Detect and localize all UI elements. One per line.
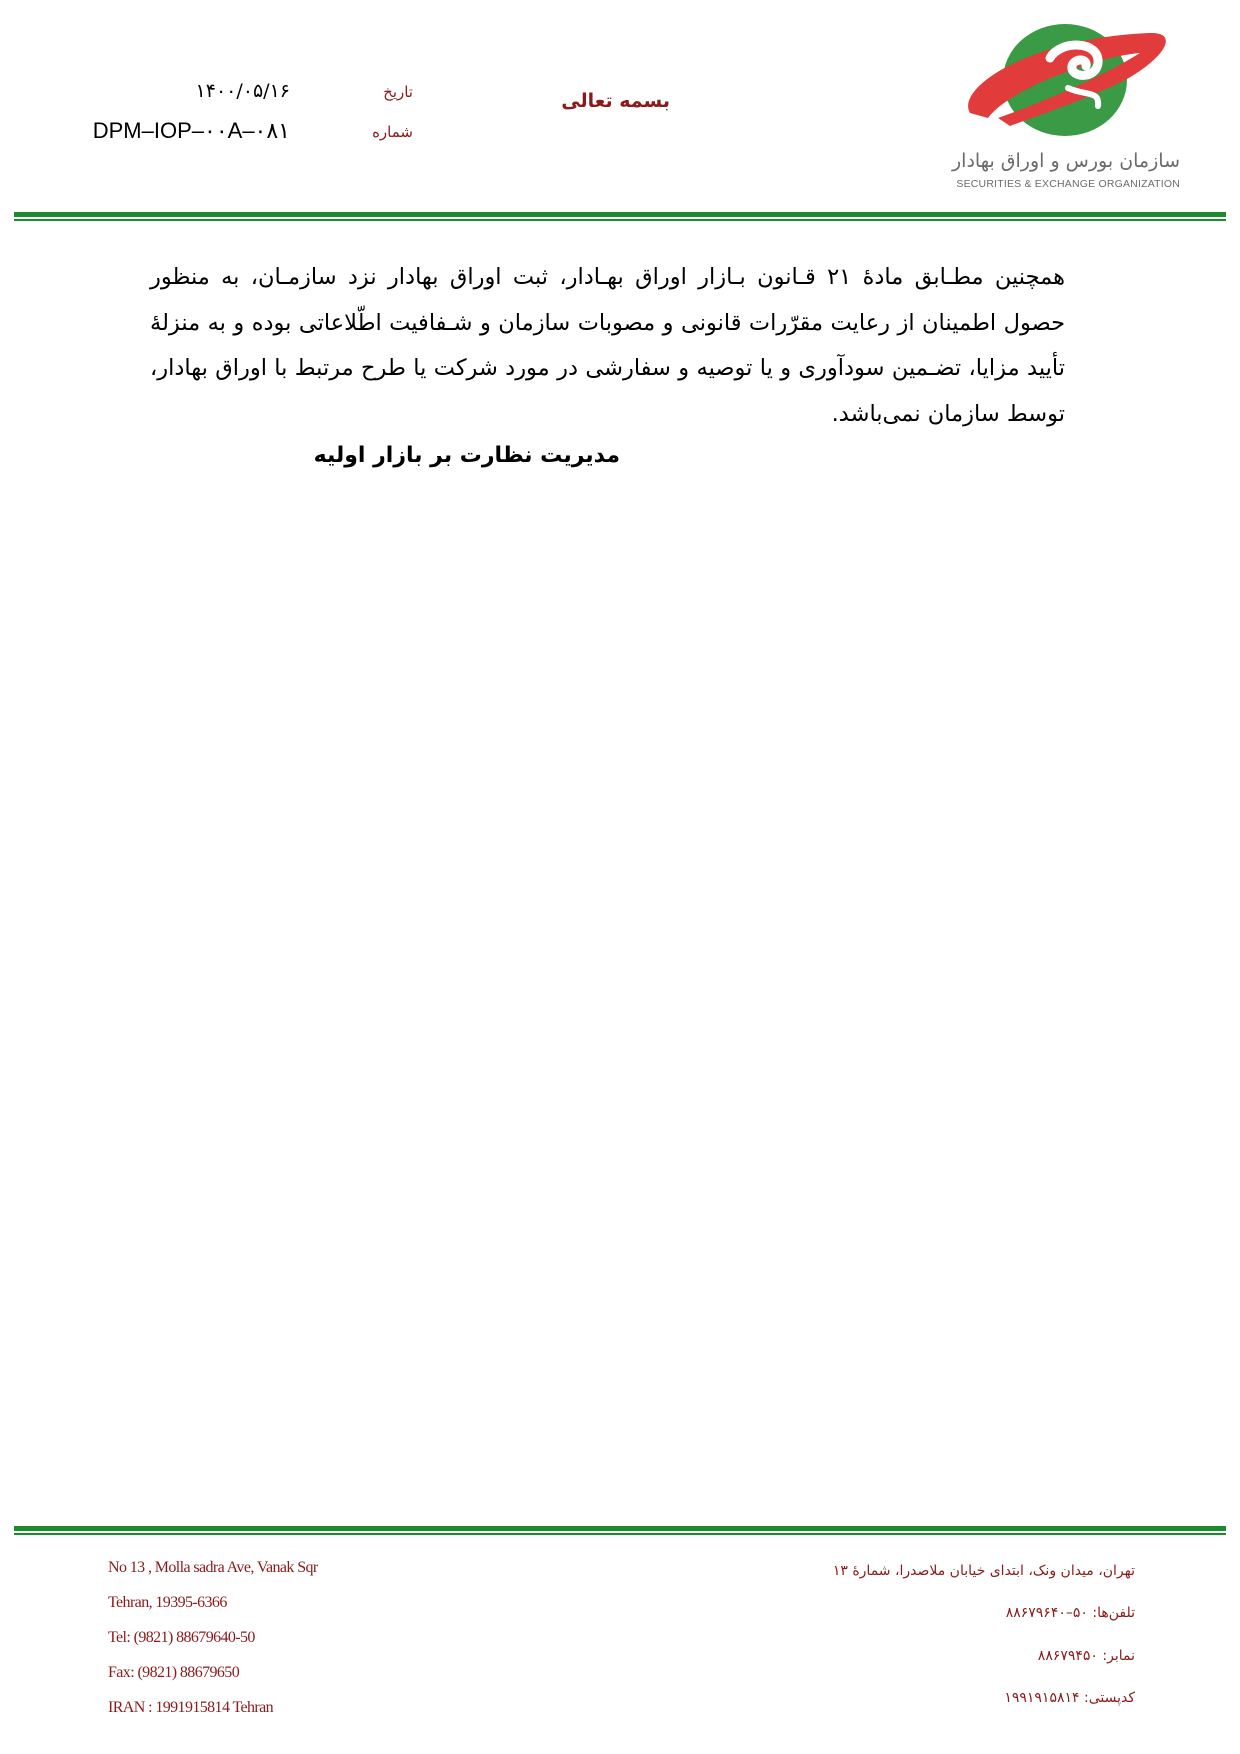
footer-city-en-line: Tehran, 19395-6366 (108, 1594, 227, 1611)
footer-tel-fa-line: تلفن‌ها: ۵۰–۸۸۶۷۹۶۴۰ (1005, 1605, 1135, 1621)
footer-address-fa-line: تهران، میدان ونک، ابتدای خیابان ملاصدرا، شمارۀ ۱۳ (832, 1563, 1135, 1579)
number-label: شماره (372, 123, 413, 141)
footer-fax-en-line: Fax: (9821) 88679650 (108, 1664, 240, 1681)
footer-divider (14, 1526, 1226, 1535)
date-label: تاریخ (383, 83, 413, 101)
body-paragraph: همچنین مطـابق مادۀ ۲۱ قـانون بـازار اوراق بهـادار، ثبت اوراق بهادار نزد سازمـان، به منظور حصول اطمینان از رعایت مقرّرات قانونی و مصوبات سازمان و شـفافیت اطّلاعاتی بوده و به منزلۀ تأیید مزایا، تضـمین سودآوری و یا توصیه و سفارشی در مورد شرکت یا طرح مرتبط با اوراق بهادار، توسط سازمان نمی‌باشد. (150, 264, 1065, 427)
letter-number-value: DPM–IOP–۰۰A–۰۸۱ (92, 118, 290, 143)
date-value: ۱۴۰۰/۰۵/۱۶ (195, 80, 290, 102)
header-divider (14, 212, 1226, 221)
footer-tel-en-line: Tel: (9821) 88679640-50 (108, 1629, 255, 1646)
organization-logo (950, 18, 1180, 138)
footer-address-en-line: No 13 , Molla sadra Ave, Vanak Sqr (108, 1559, 318, 1576)
signature-department: مدیریت نظارت بر بازار اولیه (313, 443, 620, 468)
footer-postal-fa-line: کدپستی: ۱۹۹۱۹۱۵۸۱۴ (1004, 1690, 1135, 1706)
basmala-heading: بسمه تعالی (561, 90, 670, 112)
footer-postal-en-line: IRAN : 1991915814 Tehran (108, 1699, 274, 1716)
organization-name-fa: سازمان بورس و اوراق بهادار (951, 150, 1180, 172)
organization-name-en: SECURITIES & EXCHANGE ORGANIZATION (956, 178, 1180, 190)
footer-fax-fa-line: نمابر: ۸۸۶۷۹۴۵۰ (1037, 1648, 1135, 1664)
